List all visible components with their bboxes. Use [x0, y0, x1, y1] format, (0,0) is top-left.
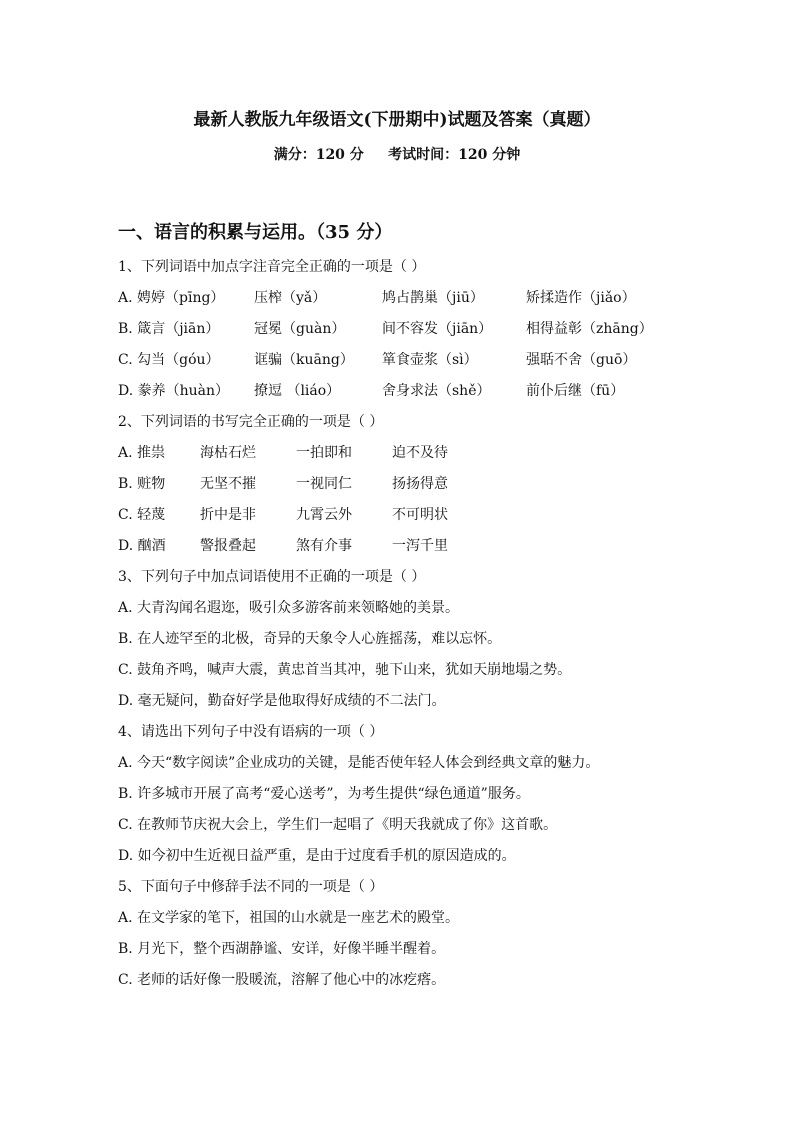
question-1-option-b[interactable]	[118, 318, 718, 349]
option-a-term-4: 矫揉造作（jiǎo）	[526, 290, 636, 306]
option-b-word-1: B. 赃物	[118, 476, 166, 492]
question-4-option-d[interactable]: D. 如今初中生近视日益严重，是由于过度看手机的原因造成的。	[118, 848, 516, 864]
question-3-stem: 3、下列句子中加点词语使用不正确的一项是（ ）	[118, 569, 426, 585]
question-1-stem: 1、下列词语中加点字注音完全正确的一项是（ ）	[118, 259, 426, 275]
question-4-option-a[interactable]: A. 今天“数字阅读”企业成功的关键，是能否使年轻人体会到经典文章的魅力。	[118, 755, 600, 771]
option-b-term-1: B. 箴言（jiān）	[118, 321, 220, 337]
option-a-term-1: A. 娉婷（pīng）	[118, 290, 225, 306]
option-a-word-4: 迫不及待	[392, 445, 448, 461]
question-2-option-a[interactable]	[118, 442, 718, 473]
option-c-word-1: C. 轻蔑	[118, 507, 166, 523]
option-b-word-2: 无坚不摧	[200, 476, 256, 492]
option-c-word-2: 折中是非	[200, 507, 256, 523]
option-a-word-1: A. 推祟	[118, 445, 166, 461]
question-1-option-c[interactable]	[118, 349, 718, 380]
option-b-word-4: 扬扬得意	[392, 476, 448, 492]
option-b-term-4: 相得益彰（zhāng）	[526, 321, 653, 337]
question-2-option-c[interactable]	[118, 504, 718, 535]
question-4-stem: 4、请选出下列句子中没有语病的一项（ ）	[118, 724, 384, 740]
option-d-word-4: 一泻千里	[392, 538, 448, 554]
exam-info: 满分：120 分 考试时间：120 分钟	[273, 147, 521, 163]
option-a-word-2: 海枯石烂	[200, 445, 256, 461]
page-title: 最新人教版九年级语文(下册期中)试题及答案（真题）	[193, 110, 601, 130]
option-c-word-4: 不可明状	[392, 507, 448, 523]
option-d-word-3: 煞有介事	[296, 538, 352, 554]
question-1-option-d[interactable]	[118, 380, 718, 411]
question-5-option-c[interactable]: C. 老师的话好像一股暖流，溶解了他心中的冰疙瘩。	[118, 972, 446, 988]
question-5-option-a[interactable]: A. 在文学家的笔下，祖国的山水就是一座艺术的殿堂。	[118, 910, 460, 926]
option-d-term-4: 前仆后继（fū）	[526, 383, 625, 399]
option-d-word-2: 警报叠起	[200, 538, 256, 554]
question-2-stem: 2、下列词语的书写完全正确的一项是（ ）	[118, 414, 384, 430]
section-heading: 一、语言的积累与运用。（35 分）	[118, 222, 393, 243]
option-d-term-3: 舍身求法（shě）	[382, 383, 491, 399]
question-5-option-b[interactable]: B. 月光下，整个西湖静谧、安详，好像半睡半醒着。	[118, 941, 446, 957]
option-c-term-4: 强聒不舍（guō）	[526, 352, 637, 368]
option-a-term-3: 鸠占鹊巢（jiū）	[382, 290, 484, 306]
option-d-term-1: D. 豢养（huàn）	[118, 383, 230, 399]
question-2-option-b[interactable]	[118, 473, 718, 504]
option-b-word-3: 一视同仁	[296, 476, 352, 492]
question-1-option-a[interactable]	[118, 287, 718, 318]
option-b-term-3: 间不容发（jiān）	[382, 321, 493, 337]
option-b-term-2: 冠冕（guàn）	[254, 321, 346, 337]
question-3-option-d[interactable]: D. 毫无疑问，勤奋好学是他取得好成绩的不二法门。	[118, 693, 446, 709]
option-a-term-2: 压榨（yǎ）	[254, 290, 327, 306]
question-4-option-b[interactable]: B. 许多城市开展了高考“爱心送考”，为考生提供“绿色通道”服务。	[118, 786, 530, 802]
question-2-option-d[interactable]	[118, 535, 718, 566]
option-c-term-1: C. 勾当（góu）	[118, 352, 220, 368]
question-list	[118, 256, 718, 1000]
question-3-option-a[interactable]: A. 大青沟闻名遐迩，吸引众多游客前来领略她的美景。	[118, 600, 460, 616]
option-c-word-3: 九霄云外	[296, 507, 352, 523]
option-a-word-3: 一拍即和	[296, 445, 352, 461]
option-c-term-2: 诓骗（kuāng）	[254, 352, 354, 368]
question-5-stem: 5、下面句子中修辞手法不同的一项是（ ）	[118, 879, 384, 895]
question-3-option-b[interactable]: B. 在人迹罕至的北极，奇异的天象令人心旌摇荡，难以忘怀。	[118, 631, 502, 647]
option-d-word-1: D. 酗酒	[118, 538, 166, 554]
option-c-term-3: 箪食壶浆（sì）	[382, 352, 478, 368]
question-4-option-c[interactable]: C. 在教师节庆祝大会上，学生们一起唱了《明天我就成了你》这首歌。	[118, 817, 558, 833]
question-3-option-c[interactable]: C. 鼓角齐鸣，喊声大震，黄忠首当其冲，驰下山来，犹如天崩地塌之势。	[118, 662, 572, 678]
option-d-term-2: 撩逗 （liáo）	[254, 383, 341, 399]
